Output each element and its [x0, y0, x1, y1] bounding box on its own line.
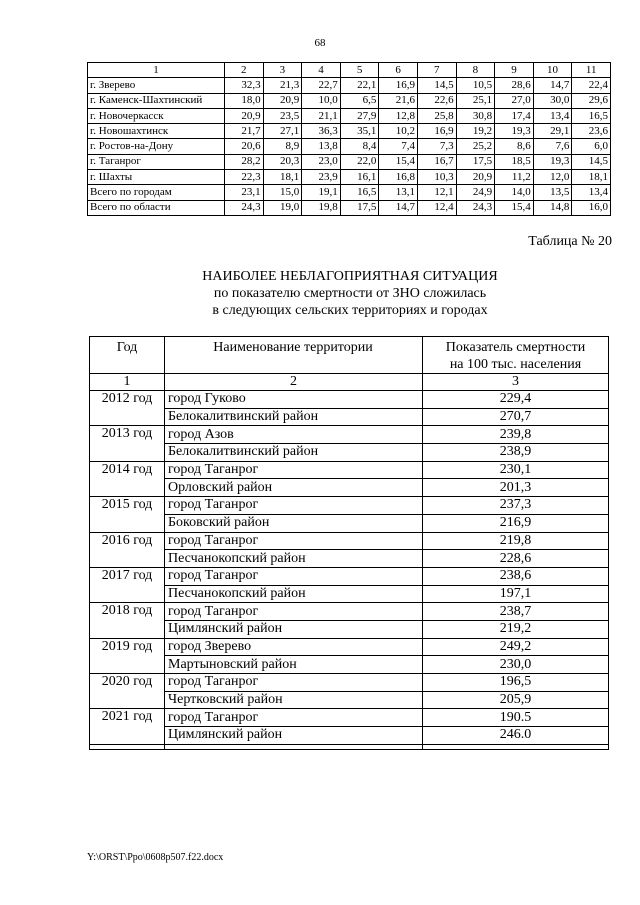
column-number: 4: [302, 63, 341, 78]
table-cell: 23,6: [572, 124, 611, 139]
territory-name: Всего по городам: [88, 185, 225, 200]
title-line-2: по показателю смертности от ЗНО сложилась: [213, 286, 487, 301]
column-number: 3: [423, 374, 609, 391]
table-row: [88, 154, 611, 169]
mortality-value: 237,3: [423, 497, 609, 515]
mortality-value: 270,7: [423, 408, 609, 426]
territory-name: Всего по области: [88, 200, 225, 215]
territory-name: Цимлянский район: [165, 620, 423, 638]
territory-name: г. Каменск-Шахтинский: [88, 93, 225, 108]
table-cell: 23,9: [302, 170, 341, 185]
mortality-value: 196,5: [423, 674, 609, 692]
territory-name: г. Новошахтинск: [88, 124, 225, 139]
territory-name: Песчанокопский район: [165, 585, 423, 603]
worst-territories-table: [89, 336, 609, 750]
table-cell: 25,2: [456, 139, 495, 154]
table-cell: 18,5: [495, 154, 534, 169]
year-cell: 2020 год: [90, 674, 165, 709]
table-cell: 20,3: [263, 154, 302, 169]
table-cell: 8,9: [263, 139, 302, 154]
table-cell: 30,8: [456, 108, 495, 123]
table-cell: 20,9: [263, 93, 302, 108]
table-row: [88, 170, 611, 185]
table-row: [90, 461, 609, 479]
mortality-value: 238,7: [423, 603, 609, 621]
table-cell: 16,9: [417, 124, 456, 139]
mortality-value: 228,6: [423, 550, 609, 568]
mortality-value: 230,1: [423, 461, 609, 479]
territory-name: город Зверево: [165, 638, 423, 656]
table-row: [88, 185, 611, 200]
table-cell: 28,2: [225, 154, 264, 169]
table-number: Таблица № 20: [528, 234, 612, 249]
column-number: 11: [572, 63, 611, 78]
table-cell: 7,4: [379, 139, 418, 154]
table-cell: 14,5: [417, 78, 456, 93]
territory-name: Боковский район: [165, 514, 423, 532]
table-cell: 21,6: [379, 93, 418, 108]
table-cell: 21,3: [263, 78, 302, 93]
empty-cell: [90, 744, 165, 749]
mortality-value: 246.0: [423, 727, 609, 745]
table-cell: 27,1: [263, 124, 302, 139]
table-cell: 19,8: [302, 200, 341, 215]
column-number: 7: [417, 63, 456, 78]
column-number: 10: [533, 63, 572, 78]
table-cell: 32,3: [225, 78, 264, 93]
table-cell: 10,0: [302, 93, 341, 108]
column-number: 6: [379, 63, 418, 78]
table-cell: 19,2: [456, 124, 495, 139]
territory-name: город Таганрог: [165, 567, 423, 585]
column-number: 2: [225, 63, 264, 78]
table-cell: 24,9: [456, 185, 495, 200]
table-cell: 18,1: [572, 170, 611, 185]
year-cell: 2019 год: [90, 638, 165, 673]
header-mortality-line-1: Показатель смертности: [445, 340, 586, 355]
territory-name: город Азов: [165, 426, 423, 444]
table-cell: 18,1: [263, 170, 302, 185]
table-cell: 36,3: [302, 124, 341, 139]
empty-cell: [423, 744, 609, 749]
table-row: [88, 200, 611, 215]
year-cell: 2015 год: [90, 497, 165, 532]
table-row: [90, 567, 609, 585]
table-cell: 11,2: [495, 170, 534, 185]
table-cell: 15,4: [495, 200, 534, 215]
table-header-row: [88, 63, 611, 78]
table-row: [90, 391, 609, 409]
year-cell: 2014 год: [90, 461, 165, 496]
mortality-value: 201,3: [423, 479, 609, 497]
table-cell: 22,1: [340, 78, 379, 93]
territory-name: г. Таганрог: [88, 154, 225, 169]
table-cell: 8,4: [340, 139, 379, 154]
territory-name: Мартыновский район: [165, 656, 423, 674]
territory-name: Песчанокопский район: [165, 550, 423, 568]
table-cell: 22,6: [417, 93, 456, 108]
territory-name: город Таганрог: [165, 674, 423, 692]
table-row: [90, 550, 609, 568]
column-number: 9: [495, 63, 534, 78]
territory-name: Цимлянский район: [165, 727, 423, 745]
table-cell: 35,1: [340, 124, 379, 139]
territory-name: г. Новочеркасск: [88, 108, 225, 123]
table-cell: 10,5: [456, 78, 495, 93]
cities-mortality-table: [87, 62, 611, 216]
territory-name: Белокалитвинский район: [165, 444, 423, 462]
mortality-value: 216,9: [423, 514, 609, 532]
table-row: [90, 426, 609, 444]
table-cell: 19,3: [533, 154, 572, 169]
table-cell: 30,0: [533, 93, 572, 108]
mortality-value: 219,2: [423, 620, 609, 638]
table-row: [90, 620, 609, 638]
header-year: Год: [90, 337, 165, 374]
mortality-value: 230,0: [423, 656, 609, 674]
mortality-value: 229,4: [423, 391, 609, 409]
table-cell: 16,0: [572, 200, 611, 215]
table-cell: 23,0: [302, 154, 341, 169]
table-cell: 12,1: [417, 185, 456, 200]
column-number: 2: [165, 374, 423, 391]
territory-name: город Таганрог: [165, 709, 423, 727]
mortality-value: 190.5: [423, 709, 609, 727]
header-mortality-line-2: на 100 тыс. населения: [449, 357, 582, 372]
table-cell: 20,6: [225, 139, 264, 154]
column-number: 3: [263, 63, 302, 78]
table-row: [88, 139, 611, 154]
table-cell: 13,4: [572, 185, 611, 200]
table-cell: 12,0: [533, 170, 572, 185]
table-cell: 10,2: [379, 124, 418, 139]
page-number: 68: [314, 37, 326, 49]
territory-name: Чертковский район: [165, 691, 423, 709]
table-row: [90, 444, 609, 462]
table-cell: 20,9: [456, 170, 495, 185]
column-number-row: [90, 374, 609, 391]
territory-name: г. Шахты: [88, 170, 225, 185]
table-cell: 20,9: [225, 108, 264, 123]
table-row: [90, 638, 609, 656]
column-number: 5: [340, 63, 379, 78]
table-row: [90, 585, 609, 603]
table-cell: 7,3: [417, 139, 456, 154]
file-path-footer: Y:\ORST\Ppo\0608p507.f22.docx: [87, 852, 224, 863]
table-cell: 21,7: [225, 124, 264, 139]
table-cell: 24,3: [225, 200, 264, 215]
mortality-value: 205,9: [423, 691, 609, 709]
table-cell: 14,0: [495, 185, 534, 200]
territory-name: город Таганрог: [165, 461, 423, 479]
territory-name: г. Зверево: [88, 78, 225, 93]
mortality-value: 249,2: [423, 638, 609, 656]
table-cell: 14,5: [572, 154, 611, 169]
territory-name: город Таганрог: [165, 532, 423, 550]
table-row: [90, 603, 609, 621]
table-cell: 19,1: [302, 185, 341, 200]
year-cell: 2018 год: [90, 603, 165, 638]
table-row: [88, 78, 611, 93]
table-cell: 21,1: [302, 108, 341, 123]
table-row: [90, 727, 609, 745]
table-cell: 27,9: [340, 108, 379, 123]
table-cell: 25,1: [456, 93, 495, 108]
table-row: [90, 532, 609, 550]
table-row: [90, 674, 609, 692]
table-row: [90, 479, 609, 497]
table-row: [90, 497, 609, 515]
mortality-value: 219,8: [423, 532, 609, 550]
table-cell: 22,0: [340, 154, 379, 169]
empty-row: [90, 744, 609, 749]
column-number: 1: [90, 374, 165, 391]
column-number: 8: [456, 63, 495, 78]
table-row: [88, 93, 611, 108]
table-cell: 25,8: [417, 108, 456, 123]
territory-name: Белокалитвинский район: [165, 408, 423, 426]
table-cell: 13,8: [302, 139, 341, 154]
table-row: [88, 124, 611, 139]
table-cell: 17,4: [495, 108, 534, 123]
year-cell: 2017 год: [90, 567, 165, 602]
table-row: [90, 514, 609, 532]
year-cell: 2013 год: [90, 426, 165, 461]
table-cell: 12,4: [417, 200, 456, 215]
table-cell: 14,7: [379, 200, 418, 215]
table-cell: 19,3: [495, 124, 534, 139]
section-title: [0, 268, 640, 319]
mortality-value: 197,1: [423, 585, 609, 603]
table-cell: 6,5: [340, 93, 379, 108]
territory-name: город Таганрог: [165, 497, 423, 515]
table-cell: 13,1: [379, 185, 418, 200]
table-cell: 16,1: [340, 170, 379, 185]
table-cell: 29,6: [572, 93, 611, 108]
table-cell: 27,0: [495, 93, 534, 108]
table-cell: 6,0: [572, 139, 611, 154]
table-row: [90, 709, 609, 727]
table-row: [90, 656, 609, 674]
mortality-value: 238,9: [423, 444, 609, 462]
table-cell: 22,3: [225, 170, 264, 185]
table-cell: 18,0: [225, 93, 264, 108]
table-row: [90, 691, 609, 709]
table-cell: 16,5: [340, 185, 379, 200]
table-cell: 16,9: [379, 78, 418, 93]
table-cell: 23,5: [263, 108, 302, 123]
territory-name: г. Ростов-на-Дону: [88, 139, 225, 154]
table-cell: 13,5: [533, 185, 572, 200]
table-cell: 17,5: [456, 154, 495, 169]
table-cell: 23,1: [225, 185, 264, 200]
table-cell: 16,8: [379, 170, 418, 185]
table-cell: 15,4: [379, 154, 418, 169]
header-mortality: [423, 337, 609, 374]
table-cell: 22,4: [572, 78, 611, 93]
mortality-value: 238,6: [423, 567, 609, 585]
table-cell: 28,6: [495, 78, 534, 93]
territory-name: Орловский район: [165, 479, 423, 497]
table-cell: 12,8: [379, 108, 418, 123]
table-cell: 7,6: [533, 139, 572, 154]
table-cell: 16,5: [572, 108, 611, 123]
header-territory: Наименование территории: [165, 337, 423, 374]
territory-name: город Таганрог: [165, 603, 423, 621]
territory-name: город Гуково: [165, 391, 423, 409]
table-cell: 24,3: [456, 200, 495, 215]
table-cell: 22,7: [302, 78, 341, 93]
table-row: [90, 408, 609, 426]
table-cell: 14,8: [533, 200, 572, 215]
table-cell: 13,4: [533, 108, 572, 123]
year-cell: 2021 год: [90, 709, 165, 744]
table-row: [88, 108, 611, 123]
table-cell: 19,0: [263, 200, 302, 215]
year-cell: 2016 год: [90, 532, 165, 567]
table-cell: 14,7: [533, 78, 572, 93]
title-line-3: в следующих сельских территориях и городах: [212, 303, 488, 318]
column-number: 1: [88, 63, 225, 78]
table-cell: 15,0: [263, 185, 302, 200]
table-cell: 8,6: [495, 139, 534, 154]
table-cell: 10,3: [417, 170, 456, 185]
table-cell: 16,7: [417, 154, 456, 169]
year-cell: 2012 год: [90, 391, 165, 426]
empty-cell: [165, 744, 423, 749]
title-line-1: НАИБОЛЕЕ НЕБЛАГОПРИЯТНАЯ СИТУАЦИЯ: [202, 269, 498, 284]
mortality-value: 239,8: [423, 426, 609, 444]
table-cell: 29,1: [533, 124, 572, 139]
table-cell: 17,5: [340, 200, 379, 215]
table-header-row: [90, 337, 609, 374]
